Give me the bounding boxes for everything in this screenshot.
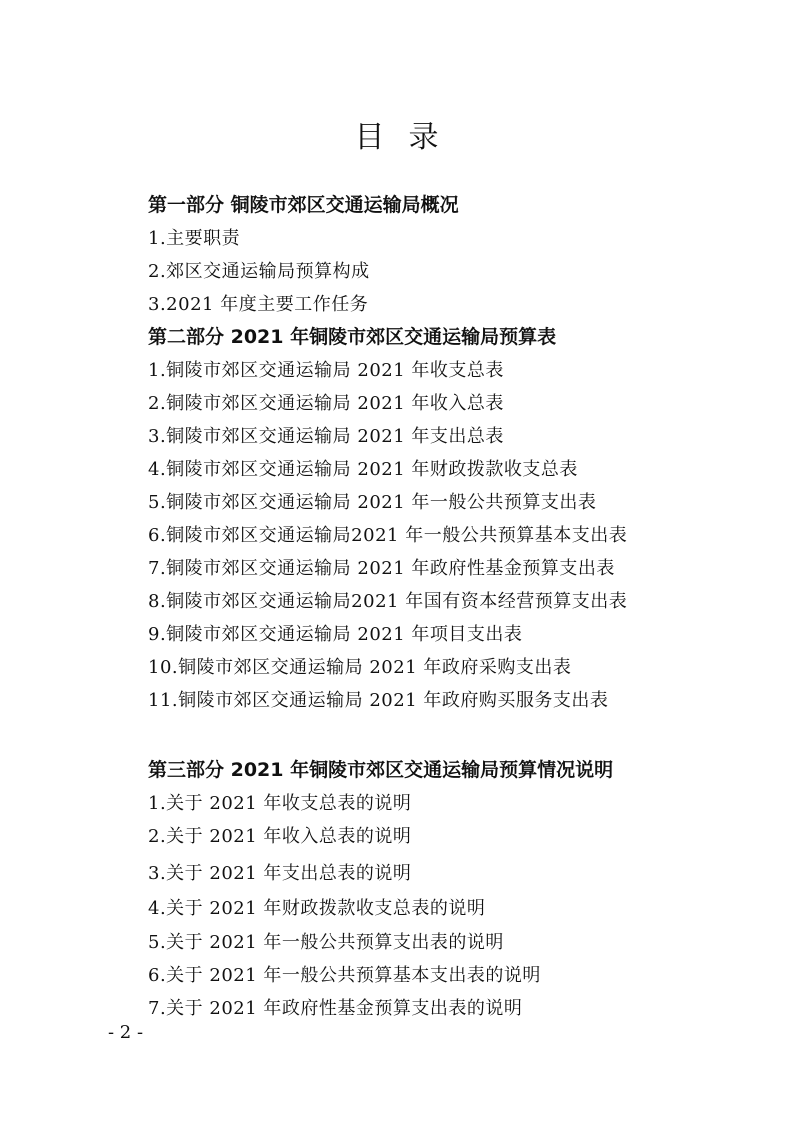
- toc-item: 10.铜陵市郊区交通运输局 2021 年政府采购支出表: [148, 657, 572, 678]
- page-number: - 2 -: [108, 1022, 144, 1043]
- toc-item: 2.关于 2021 年收入总表的说明: [148, 826, 412, 847]
- toc-item: 3.2021 年度主要工作任务: [148, 294, 369, 315]
- toc-item: 6.铜陵市郊区交通运输局2021 年一般公共预算基本支出表: [148, 525, 628, 546]
- toc-item: 2.铜陵市郊区交通运输局 2021 年收入总表: [148, 393, 504, 414]
- toc-item: 4.铜陵市郊区交通运输局 2021 年财政拨款收支总表: [148, 459, 578, 480]
- toc-item: 1.铜陵市郊区交通运输局 2021 年收支总表: [148, 360, 504, 381]
- section-heading-2: 第二部分 2021 年铜陵市郊区交通运输局预算表: [148, 326, 557, 348]
- toc-item: 9.铜陵市郊区交通运输局 2021 年项目支出表: [148, 624, 523, 645]
- toc-item: 7.关于 2021 年政府性基金预算支出表的说明: [148, 998, 523, 1019]
- toc-item: 5.关于 2021 年一般公共预算支出表的说明: [148, 932, 504, 953]
- toc-item: 3.铜陵市郊区交通运输局 2021 年支出总表: [148, 426, 504, 447]
- toc-item: 2.郊区交通运输局预算构成: [148, 261, 370, 282]
- section-heading-3: 第三部分 2021 年铜陵市郊区交通运输局预算情况说明: [148, 759, 614, 781]
- toc-item: 8.铜陵市郊区交通运输局2021 年国有资本经营预算支出表: [148, 591, 628, 612]
- toc-item: 1.关于 2021 年收支总表的说明: [148, 793, 412, 814]
- toc-item: 4.关于 2021 年财政拨款收支总表的说明: [148, 898, 486, 919]
- toc-title: 目录: [354, 120, 463, 155]
- toc-item: 1.主要职责: [148, 228, 241, 249]
- toc-item: 6.关于 2021 年一般公共预算基本支出表的说明: [148, 965, 541, 986]
- toc-item: 5.铜陵市郊区交通运输局 2021 年一般公共预算支出表: [148, 492, 597, 513]
- toc-item: 7.铜陵市郊区交通运输局 2021 年政府性基金预算支出表: [148, 558, 615, 579]
- toc-item: 11.铜陵市郊区交通运输局 2021 年政府购买服务支出表: [148, 690, 609, 711]
- toc-item: 3.关于 2021 年支出总表的说明: [148, 863, 412, 884]
- section-heading-1: 第一部分 铜陵市郊区交通运输局概况: [148, 194, 459, 216]
